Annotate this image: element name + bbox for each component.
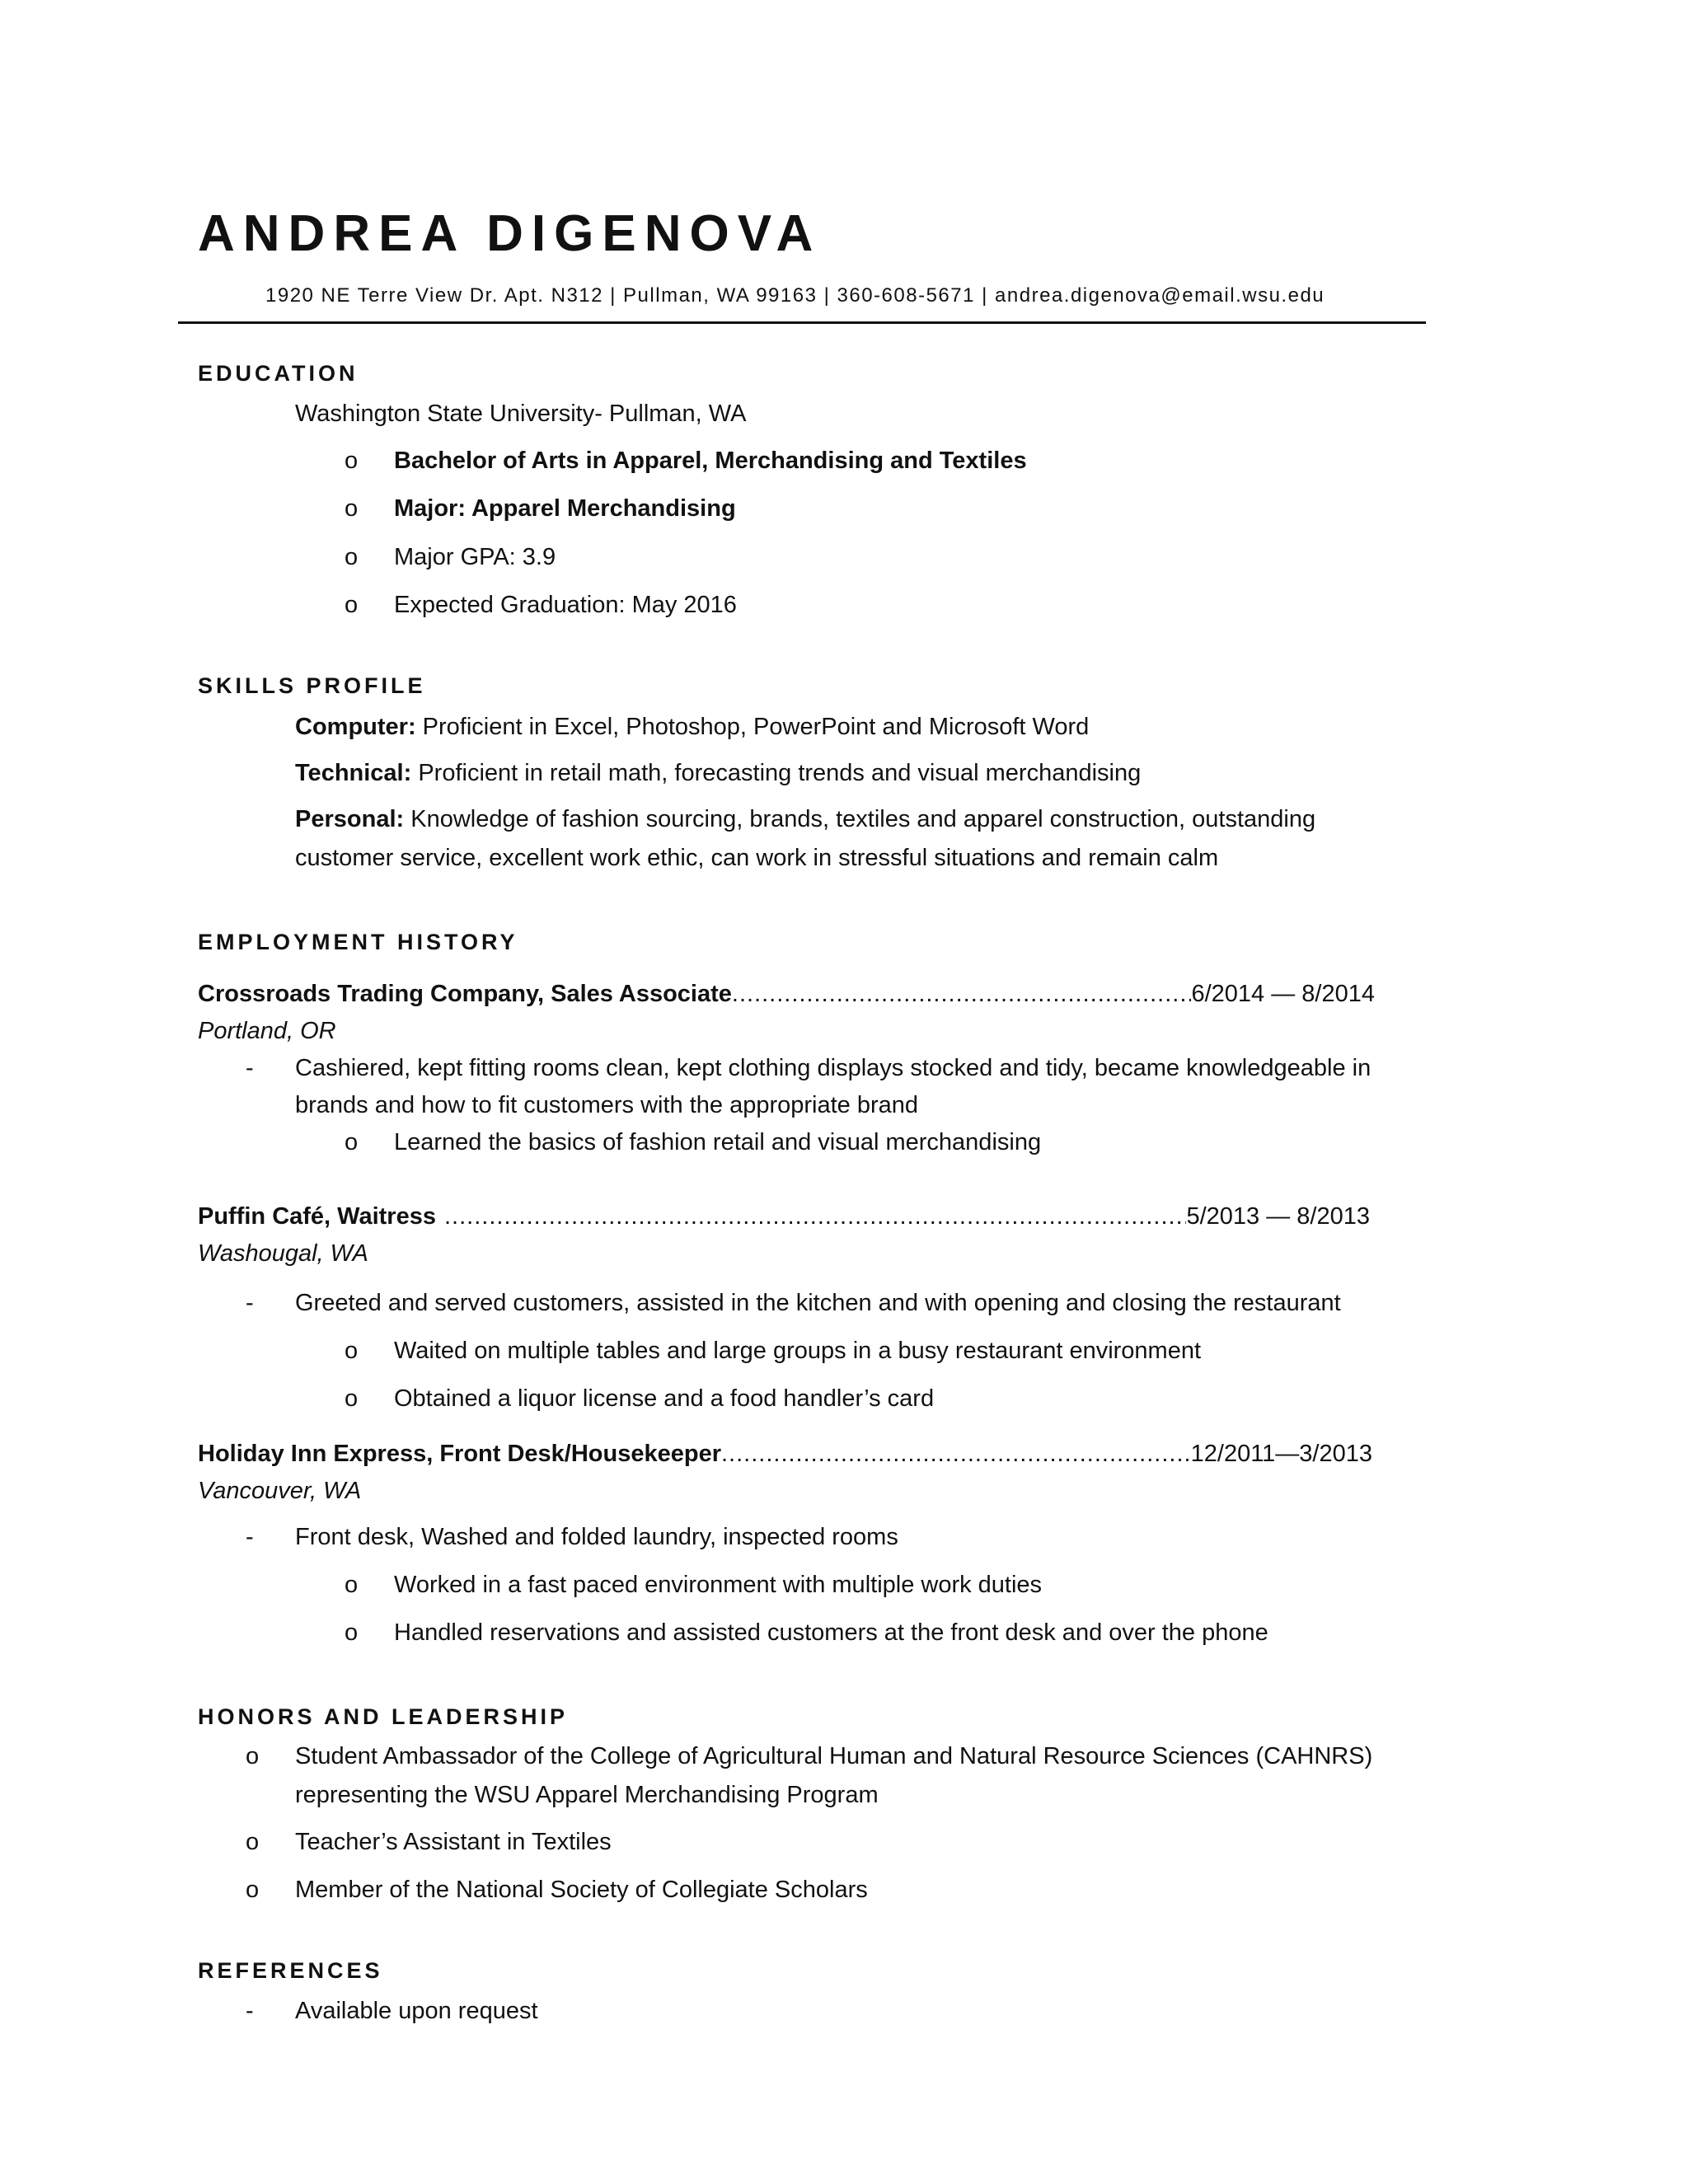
skill-technical	[295, 760, 1141, 787]
skill-label: Personal:	[295, 806, 405, 832]
employment-heading: EMPLOYMENT HISTORY	[198, 930, 518, 954]
job-duty: Greeted and served customers, assisted in the kitchen and with opening and closing the restaurant	[295, 1290, 1341, 1316]
skill-text: Knowledge of fashion sourcing, brands, textiles and apparel construction, outstanding	[404, 806, 1316, 832]
job-location: Vancouver, WA	[198, 1478, 362, 1504]
graduation: Expected Graduation: May 2016	[394, 592, 737, 618]
job-duty: Cashiered, kept fitting rooms clean, kept clothing displays stocked and tidy, became knowledgeable in	[295, 1055, 1372, 1081]
bullet: o	[345, 592, 359, 618]
header-divider	[178, 321, 1426, 324]
honor-item: Member of the National Society of Collegiate Scholars	[295, 1877, 868, 1903]
dash: -	[246, 1998, 254, 2024]
job-dates: 6/2014 — 8/2014	[1191, 981, 1375, 1007]
skills-heading: SKILLS PROFILE	[198, 673, 426, 698]
job-subduty: Handled reservations and assisted customers at the front desk and over the phone	[394, 1619, 1268, 1646]
bullet: o	[345, 1385, 359, 1412]
job-subduty: Worked in a fast paced environment with multiple work duties	[394, 1572, 1043, 1598]
degree: Bachelor of Arts in Apparel, Merchandising and Textiles	[394, 448, 1027, 474]
bullet: o	[246, 1743, 260, 1769]
job-duty-cont: brands and how to fit customers with the appropriate brand	[295, 1092, 919, 1118]
bullet: o	[345, 448, 359, 474]
job-header	[198, 1441, 1372, 1468]
honor-item: Student Ambassador of the College of Agricultural Human and Natural Resource Sciences (CAHNRS)	[295, 1743, 1373, 1769]
skill-personal-cont: customer service, excellent work ethic, can work in stressful situations and remain calm	[295, 845, 1219, 871]
dash: -	[246, 1290, 254, 1316]
bullet: o	[246, 1877, 260, 1903]
job-subduty: Learned the basics of fashion retail and visual merchandising	[394, 1129, 1042, 1155]
honor-item: Teacher’s Assistant in Textiles	[295, 1829, 612, 1855]
job-title: Crossroads Trading Company, Sales Associate	[198, 981, 732, 1007]
school-name: Washington State University- Pullman, WA	[295, 401, 747, 427]
dot-leader	[732, 981, 1192, 1008]
skill-text: Proficient in retail math, forecasting trends and visual merchandising	[411, 760, 1142, 786]
references-heading: REFERENCES	[198, 1958, 383, 1983]
job-subduty: Obtained a liquor license and a food handler’s card	[394, 1385, 935, 1412]
job-header	[198, 981, 1375, 1008]
job-title: Puffin Café, Waitress	[198, 1203, 436, 1230]
job-dates: 12/2011—3/2013	[1190, 1441, 1372, 1467]
dash: -	[246, 1524, 254, 1550]
job-duty: Front desk, Washed and folded laundry, inspected rooms	[295, 1524, 898, 1550]
dash: -	[246, 1055, 254, 1081]
job-subduty: Waited on multiple tables and large groups in a busy restaurant environment	[394, 1338, 1202, 1364]
job-dates: 5/2013 — 8/2013	[1186, 1203, 1370, 1230]
bullet: o	[345, 1129, 359, 1155]
bullet: o	[345, 544, 359, 570]
dot-leader	[721, 1441, 1191, 1468]
skill-computer	[295, 714, 1089, 741]
bullet: o	[345, 495, 359, 522]
contact-line: 1920 NE Terre View Dr. Apt. N312 | Pullman, WA 99163 | 360-608-5671 | andrea.digenova@email.wsu.edu	[265, 284, 1325, 307]
job-location: Washougal, WA	[198, 1240, 368, 1267]
references-text: Available upon request	[295, 1998, 538, 2024]
bullet: o	[345, 1338, 359, 1364]
skill-personal	[295, 806, 1315, 833]
skill-label: Technical:	[295, 760, 412, 786]
honor-item-cont: representing the WSU Apparel Merchandising Program	[295, 1782, 879, 1808]
gpa: Major GPA: 3.9	[394, 544, 556, 570]
education-heading: EDUCATION	[198, 361, 359, 386]
bullet: o	[345, 1619, 359, 1646]
job-title: Holiday Inn Express, Front Desk/Housekeeper	[198, 1441, 721, 1467]
major: Major: Apparel Merchandising	[394, 495, 736, 522]
job-header	[198, 1203, 1370, 1230]
bullet: o	[246, 1829, 260, 1855]
honors-heading: HONORS AND LEADERSHIP	[198, 1704, 569, 1729]
candidate-name: ANDREA DIGENOVA	[198, 205, 822, 262]
skill-text: Proficient in Excel, Photoshop, PowerPoint and Microsoft Word	[415, 714, 1090, 740]
bullet: o	[345, 1572, 359, 1598]
skill-label: Computer:	[295, 714, 416, 740]
job-location: Portland, OR	[198, 1018, 336, 1044]
dot-leader	[444, 1203, 1187, 1230]
